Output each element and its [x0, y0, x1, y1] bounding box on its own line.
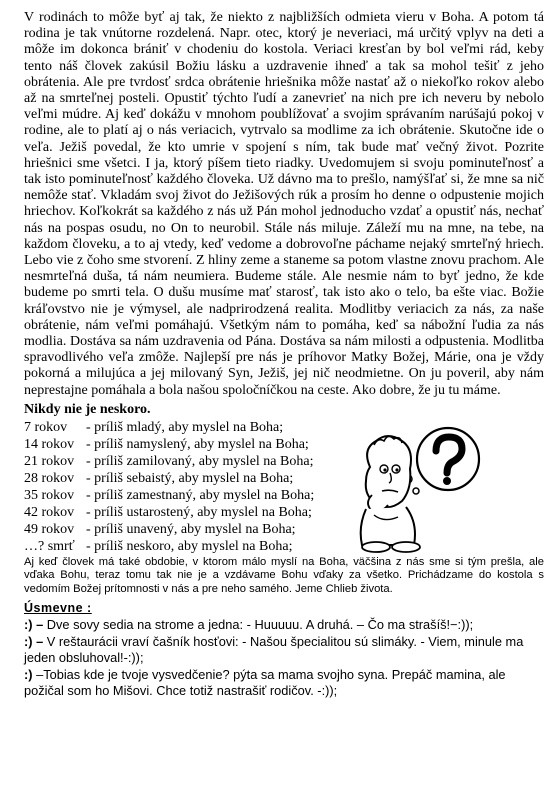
age-text: - príliš mladý, aby myslel na Boha; [86, 419, 284, 435]
joke-item [24, 634, 544, 666]
age-text: - príliš neskoro, aby myslel na Boha; [86, 538, 293, 554]
age-label: 7 rokov [24, 419, 68, 435]
age-list [24, 419, 544, 555]
joke-text: –Tobias kde je tvoje vysvedčenie? pýta sa mama svojho syna. Prepáč mamina, ale požičal som ho Mišovi. Chce totiž nastrašiť rodičov. -:)); [24, 666, 506, 698]
age-text: - príliš zamestnaný, aby myslel na Boha; [86, 487, 315, 503]
age-label: 35 rokov [24, 487, 75, 503]
age-label: 21 rokov [24, 453, 75, 469]
smiley-label: :) – [24, 616, 44, 632]
age-label: 49 rokov [24, 521, 75, 537]
intro-paragraph: V rodinách to môže byť aj tak, že niekto z najbližších odmieta vieru v Boha. A potom tá rodina je tak vnútorne rozdelená. Napr. otec, ktorý je neveriaci, má určitý vplyv na deti a môže im dokonca brániť v chodeniu do kostola. Veriaci kresťan by bol veľmi rád, keby tento náš človek zakúsil Božiu lásku a uzdravenie ihneď a tak sa mohol tešiť z jeho obrátenia. Ale pre tvrdosť srdca obrátenie hriešnika môže nastať až o niekoľko rokov alebo až na smrteľnej posteli. Opustiť týchto ľudí a zanevrieť na nich pre ich neveru by nebolo veľmi múdre. Aj keď dokážu v mnohom poublížovať a svojim správaním narúšajú pokoj v rodine, ale to platí aj o nás veriacich, vytrvalo sa modlime za ich obrátenie. Skutočne ide o veľa. Ježiš povedal, že kto umrie v spojení s ním, tak bude mať večný život. Pozrite hriešnici sme všetci. I ja, ktorý píšem tieto riadky. Uvedomujem si svoju pominuteľnosť a tak isto pominuteľnosť každého človeka. Už dávno ma to prešlo, namýšľať si, že mne sa nič nemôže stať. Vkladám svoj život do Ježišových rúk a prosím ho denne o odpustenie mojich hriechov. Koľkokrát sa každého z nás už Pán mohol jednoducho vzdať a opustiť nás, nechať nás na pospas osudu, no On to neurobil. Stále nás miluje. Záleží mu na mne, na tebe, na každom človeku, a to aj vtedy, keď vedome a dobrovoľne páchame nejaký smrteľný hriech. Lebo vie z čoho sme stvorení. Z hliny zeme a staneme sa potom vlastne znovu prachom. Ale nesmrteľná duša, tá nám neumiera. Budeme stále. Ale nesmie nám to byť jedno, že kde budeme po smrti tela. O dušu musíme mať starosť, tak isto ako o telo, ba ešte viac. Božie kráľovstvo nie je výmysel, ale nadprirodzená realita. Modlitby veriacich za nás, za naše obrátenie, nám veľmi pomáhajú. Všetkým nám to pomáha, keď sa nábožní ľudia za nás modlia. Dostáva sa nám uzdravenia od Pána. Dostáva sa nám milosti a odpustenia. Modlitba spravodlivého veľa zmôže. Najlepší pre nás je príhovor Matky Božej, Márie, ona je vždy pokorná a milujúca a jej milovaný Syn, Ježiš, jej nič neodmietne. On ju poveril, aby nám neprestajne pomáhala a bola našou spoločníčkou na ceste. Ako dobre, že ju tu máme. [24, 10, 544, 398]
smiley-label: :) [24, 666, 33, 682]
joke-item [24, 617, 544, 633]
document-page [24, 10, 544, 699]
thinking-person-illustration [344, 419, 484, 553]
age-label: 28 rokov [24, 470, 75, 486]
age-label: 14 rokov [24, 436, 75, 452]
age-text: - príliš unavený, aby myslel na Boha; [86, 521, 296, 537]
age-text: - príliš sebaistý, aby myslel na Boha; [86, 470, 294, 486]
age-text: - príliš ustarostený, aby myslel na Boha; [86, 504, 312, 520]
age-text: - príliš namyslený, aby myslel na Boha; [86, 436, 309, 452]
section-heading: Nikdy nie je neskoro. [24, 401, 151, 417]
age-label: …? smrť [24, 538, 75, 554]
age-label: 42 rokov [24, 504, 75, 520]
joke-text: V reštaurácii vraví čašník hosťovi: - Našou špecialitou sú slimáky. - Viem, minule ma jeden obsluhoval!-:)); [24, 633, 524, 665]
age-text: - príliš zamilovaný, aby myslel na Boha; [86, 453, 314, 469]
note-paragraph: Aj keď človek má také obdobie, v ktorom málo myslí na Boha, väčšina z nás sme si tým prešla, ale vďaka Bohu, teraz tomu tak nie je a vzdávame Bohu vďaky za všetko. Prichádzame do kostola s vedomím Božej prítomnosti v nás a pre neho samého. Jeme Chlieb života. [24, 555, 544, 596]
joke-text: Dve sovy sedia na strome a jedna: - Huuuuu. A druhá. – Čo ma strašíš!−:)); [46, 616, 474, 632]
humor-heading: Úsmevne : [24, 600, 92, 615]
joke-item [24, 667, 544, 699]
smiley-label: :) – [24, 633, 44, 649]
